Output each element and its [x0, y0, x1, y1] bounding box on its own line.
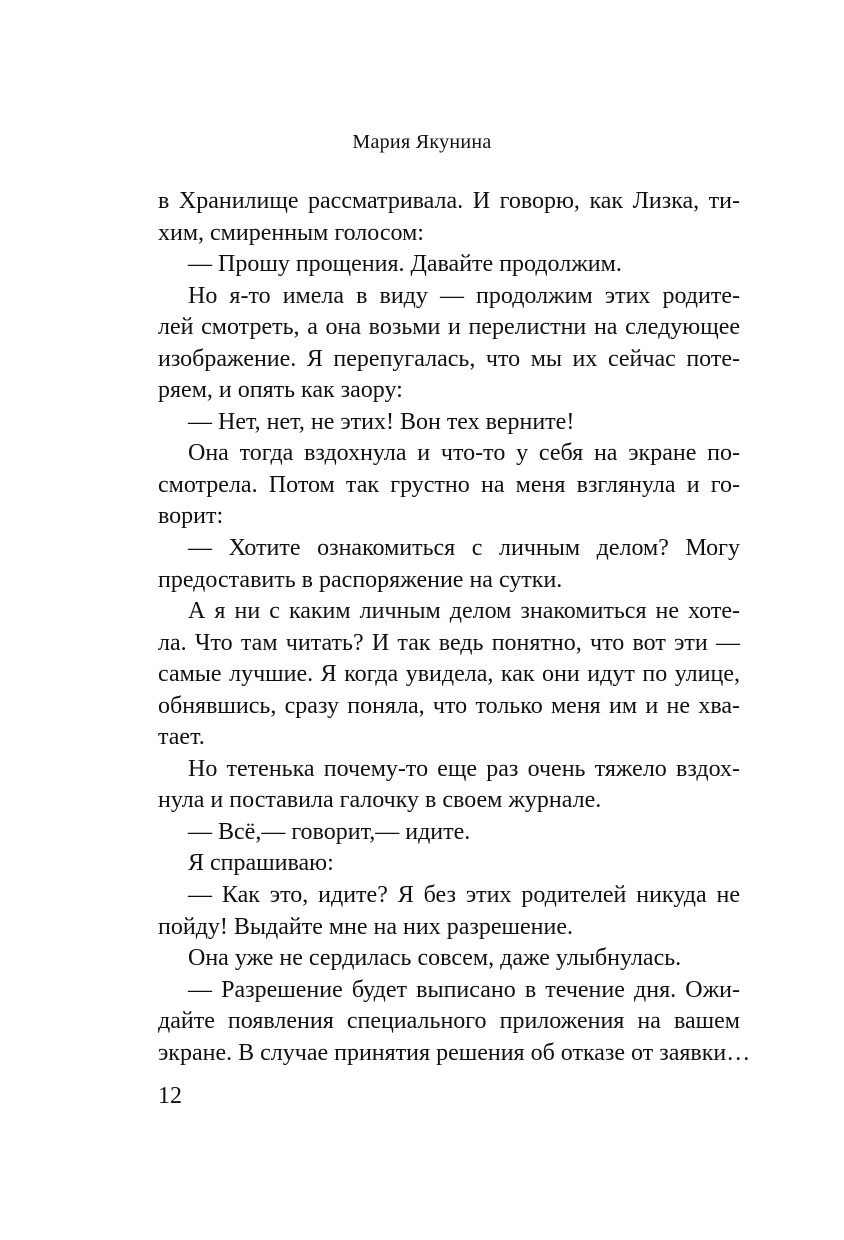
text-line: — Как это, идите? Я без этих родителей никуда не	[188, 882, 740, 909]
text-line: Но я-то имела в виду — продолжим этих родите-	[188, 282, 740, 309]
text-line: А я ни с каким личным делом знакомиться не хоте-	[188, 598, 740, 625]
running-head-author: Мария Якунина	[352, 131, 492, 153]
text-line: Но тетенька почему-то еще раз очень тяжело вздох-	[188, 755, 740, 782]
text-line: Я спрашиваю:	[188, 850, 334, 877]
text-line: смотрела. Потом так грустно на меня взглянула и го-	[158, 471, 740, 498]
text-line: ряем, и опять как заору:	[158, 377, 403, 404]
text-line: пойду! Выдайте мне на них разрешение.	[158, 913, 573, 940]
text-line: — Всё,— говорит,— идите.	[188, 818, 471, 845]
text-line: самые лучшие. Я когда увидела, как они идут по улице,	[158, 661, 740, 688]
text-line: Она уже не сердилась совсем, даже улыбнулась.	[188, 945, 682, 972]
text-line: дайте появления специального приложения на вашем	[158, 1008, 740, 1035]
text-line: — Нет, нет, не этих! Вон тех верните!	[188, 408, 575, 435]
page-number: 12	[158, 1083, 182, 1109]
text-line: экране. В случае принятия решения об отказе от заявки…	[158, 1039, 751, 1066]
text-line: тает.	[158, 724, 205, 751]
text-line: обнявшись, сразу поняла, что только меня им и не хва-	[158, 692, 740, 719]
text-line: ла. Что там читать? И так ведь понятно, что вот эти —	[158, 629, 740, 656]
text-line: нула и поставила галочку в своем журнале.	[158, 787, 602, 814]
text-line: — Хотите ознакомиться с личным делом? Могу	[188, 535, 740, 562]
text-line: лей смотреть, а она возьми и перелистни на следующее	[158, 314, 740, 341]
text-line: — Прошу прощения. Давайте продолжим.	[188, 251, 622, 278]
text-line: хим, смиренным голосом:	[158, 219, 424, 246]
text-line: в Хранилище рассматривала. И говорю, как Лизка, ти-	[158, 188, 740, 214]
text-line: изображение. Я перепугалась, что мы их сейчас поте-	[158, 345, 740, 372]
text-line: Она тогда вздохнула и что-то у себя на экране по-	[188, 440, 740, 467]
text-line: — Разрешение будет выписано в течение дня. Ожи-	[188, 976, 740, 1003]
body-text	[158, 186, 751, 1069]
text-line: предоставить в распоряжение на сутки.	[158, 566, 563, 593]
text-line: ворит:	[158, 503, 224, 530]
